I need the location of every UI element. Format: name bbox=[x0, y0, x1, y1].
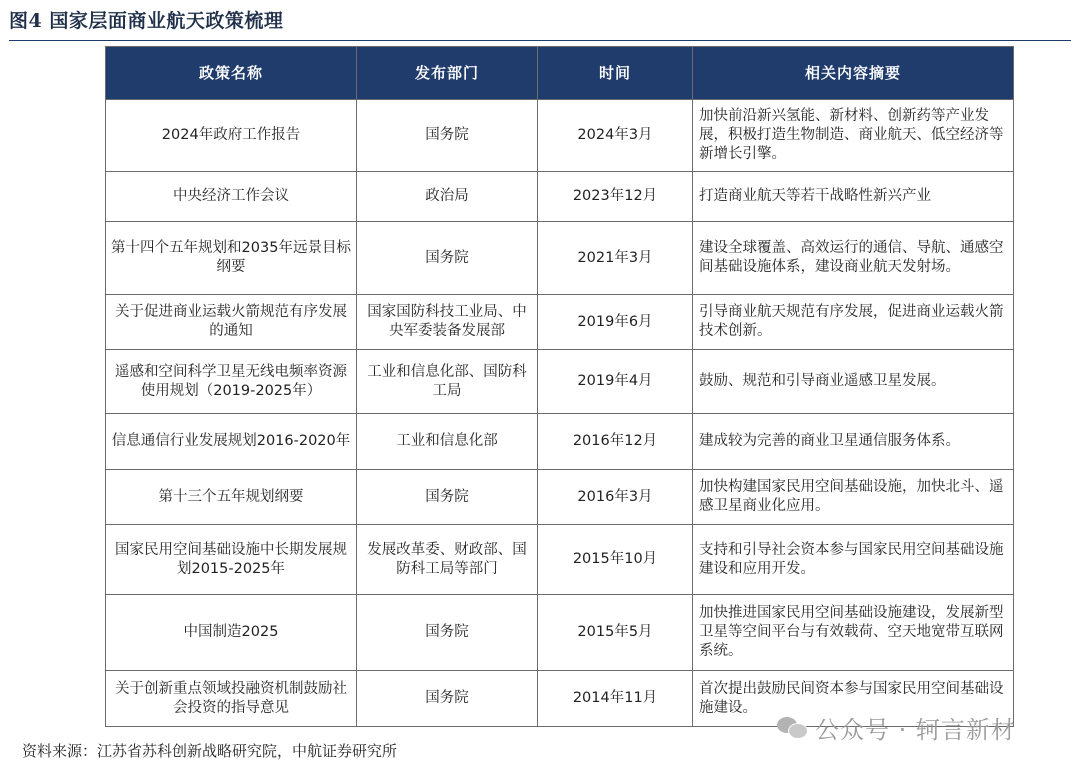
policy-name: 中央经济工作会议 bbox=[106, 172, 357, 222]
policy-table bbox=[105, 46, 1014, 727]
table-row bbox=[106, 295, 1014, 350]
department: 工业和信息化部、国防科工局 bbox=[357, 350, 538, 414]
department: 国务院 bbox=[357, 222, 538, 295]
title-divider bbox=[9, 40, 1071, 41]
figure-title: 图4 国家层面商业航天政策梳理 bbox=[9, 10, 284, 32]
time: 2014年11月 bbox=[538, 671, 693, 727]
policy-name: 中国制造2025 bbox=[106, 595, 357, 671]
policy-name: 遥感和空间科学卫星无线电频率资源使用规划（2019-2025年） bbox=[106, 350, 357, 414]
time: 2016年12月 bbox=[538, 414, 693, 470]
watermark-text: 公众号 · 轲言新材 bbox=[815, 715, 1016, 744]
department: 国务院 bbox=[357, 470, 538, 525]
policy-name: 关于促进商业运载火箭规范有序发展的通知 bbox=[106, 295, 357, 350]
table-row bbox=[106, 525, 1014, 595]
summary: 加快构建国家民用空间基础设施，加快北斗、遥感卫星商业化应用。 bbox=[693, 470, 1014, 525]
table-row bbox=[106, 100, 1014, 172]
policy-name: 第十四个五年规划和2035年远景目标纲要 bbox=[106, 222, 357, 295]
policy-name: 关于创新重点领域投融资机制鼓励社会投资的指导意见 bbox=[106, 671, 357, 727]
policy-name: 第十三个五年规划纲要 bbox=[106, 470, 357, 525]
department: 国务院 bbox=[357, 100, 538, 172]
summary: 建成较为完善的商业卫星通信服务体系。 bbox=[693, 414, 1014, 470]
time: 2024年3月 bbox=[538, 100, 693, 172]
summary: 加快推进国家民用空间基础设施建设，发展新型卫星等空间平台与有效载荷、空天地宽带互联网系统。 bbox=[693, 595, 1014, 671]
summary: 鼓励、规范和引导商业遥感卫星发展。 bbox=[693, 350, 1014, 414]
table-header-row bbox=[106, 47, 1014, 100]
time: 2019年4月 bbox=[538, 350, 693, 414]
summary: 打造商业航天等若干战略性新兴产业 bbox=[693, 172, 1014, 222]
table-row bbox=[106, 595, 1014, 671]
header-policy-name: 政策名称 bbox=[106, 47, 357, 100]
department: 国家国防科技工业局、中央军委装备发展部 bbox=[357, 295, 538, 350]
summary: 引导商业航天规范有序发展，促进商业运载火箭技术创新。 bbox=[693, 295, 1014, 350]
time: 2021年3月 bbox=[538, 222, 693, 295]
header-summary: 相关内容摘要 bbox=[693, 47, 1014, 100]
header-department: 发布部门 bbox=[357, 47, 538, 100]
table-row bbox=[106, 222, 1014, 295]
source-note: 资料来源：江苏省苏科创新战略研究院，中航证券研究所 bbox=[22, 742, 398, 760]
time: 2016年3月 bbox=[538, 470, 693, 525]
table-row bbox=[106, 172, 1014, 222]
summary: 建设全球覆盖、高效运行的通信、导航、通感空间基础设施体系，建设商业航天发射场。 bbox=[693, 222, 1014, 295]
policy-name: 国家民用空间基础设施中长期发展规划2015-2025年 bbox=[106, 525, 357, 595]
table-row bbox=[106, 350, 1014, 414]
summary: 加快前沿新兴氢能、新材料、创新药等产业发展，积极打造生物制造、商业航天、低空经济等新增长引擎。 bbox=[693, 100, 1014, 172]
header-time: 时间 bbox=[538, 47, 693, 100]
wechat-icon bbox=[777, 715, 807, 739]
time: 2019年6月 bbox=[538, 295, 693, 350]
department: 国务院 bbox=[357, 595, 538, 671]
table-row bbox=[106, 470, 1014, 525]
time: 2015年10月 bbox=[538, 525, 693, 595]
table-row bbox=[106, 414, 1014, 470]
summary: 首次提出鼓励民间资本参与国家民用空间基础设施建设。 bbox=[693, 671, 1014, 727]
department: 政治局 bbox=[357, 172, 538, 222]
department: 工业和信息化部 bbox=[357, 414, 538, 470]
department: 发展改革委、财政部、国防科工局等部门 bbox=[357, 525, 538, 595]
time: 2023年12月 bbox=[538, 172, 693, 222]
policy-name: 信息通信行业发展规划2016-2020年 bbox=[106, 414, 357, 470]
time: 2015年5月 bbox=[538, 595, 693, 671]
summary: 支持和引导社会资本参与国家民用空间基础设施建设和应用开发。 bbox=[693, 525, 1014, 595]
policy-name: 2024年政府工作报告 bbox=[106, 100, 357, 172]
watermark bbox=[777, 710, 1016, 744]
department: 国务院 bbox=[357, 671, 538, 727]
